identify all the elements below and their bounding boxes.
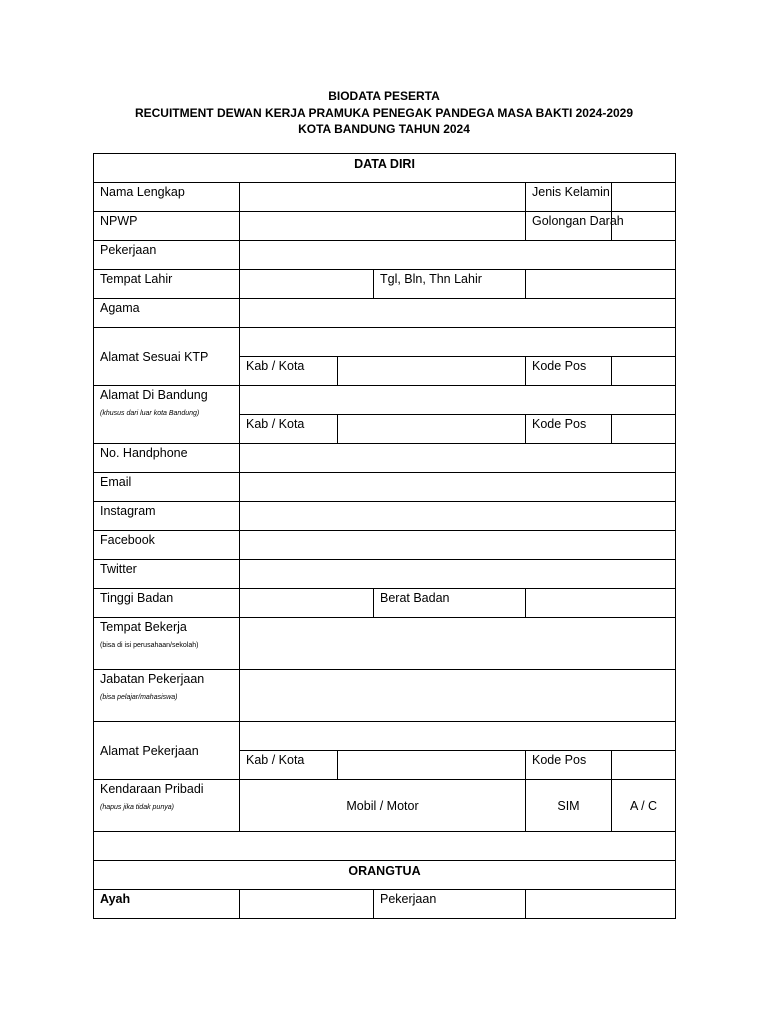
label-facebook: Facebook [94,531,240,560]
label-email: Email [94,473,240,502]
row-handphone [94,444,676,473]
field-tempat-lahir[interactable] [240,270,374,299]
label-kendaraan-pribadi: Kendaraan Pribadi [100,782,204,796]
empty-row [94,832,676,861]
field-pekerjaan-ayah[interactable] [526,890,676,919]
label-twitter: Twitter [94,560,240,589]
label-kode-pos-pekerjaan: Kode Pos [526,751,612,780]
row-tempat-bekerja [94,618,676,670]
label-alamat-ktp: Alamat Sesuai KTP [94,328,240,386]
row-npwp [94,212,676,241]
label-kab-kota-bandung: Kab / Kota [240,415,338,444]
field-agama[interactable] [240,299,676,328]
field-tgl-lahir[interactable] [526,270,676,299]
row-alamat-ktp [94,328,676,357]
field-kode-pos-bandung[interactable] [612,415,676,444]
label-instagram: Instagram [94,502,240,531]
header-title: BIODATA PESERTA [328,89,440,103]
label-golongan-darah: Golongan Darah [526,212,612,241]
note-alamat-bandung: (khusus dari luar kota Bandung) [100,410,200,417]
label-tempat-lahir: Tempat Lahir [94,270,240,299]
field-twitter[interactable] [240,560,676,589]
field-kab-kota-ktp[interactable] [338,357,526,386]
field-kode-pos-ktp[interactable] [612,357,676,386]
field-kab-kota-bandung[interactable] [338,415,526,444]
section-orangtua: ORANGTUA [94,861,676,890]
label-jabatan-pekerjaan: Jabatan Pekerjaan [100,672,205,686]
label-npwp: NPWP [94,212,240,241]
row-ayah [94,890,676,919]
label-tempat-bekerja-cell [94,618,240,670]
row-kendaraan-pribadi [94,780,676,832]
field-pekerjaan[interactable] [240,241,676,270]
row-nama-lengkap [94,183,676,212]
label-tgl-lahir: Tgl, Bln, Thn Lahir [374,270,526,299]
label-nama-lengkap: Nama Lengkap [94,183,240,212]
biodata-form-table [93,153,676,919]
field-jenis-kelamin[interactable] [612,183,676,212]
label-kendaraan-pribadi-cell [94,780,240,832]
label-agama: Agama [94,299,240,328]
label-pekerjaan: Pekerjaan [94,241,240,270]
row-instagram [94,502,676,531]
label-alamat-bandung: Alamat Di Bandung [100,388,208,402]
row-agama [94,299,676,328]
label-jenis-kelamin: Jenis Kelamin [526,183,612,212]
field-jabatan-pekerjaan[interactable] [240,670,676,722]
document-header [0,88,768,138]
header-city-year: KOTA BANDUNG TAHUN 2024 [298,122,470,136]
row-alamat-bandung [94,386,676,415]
field-alamat-pekerjaan[interactable] [240,722,676,751]
note-tempat-bekerja: (bisa di isi perusahaan/sekolah) [100,642,199,649]
row-jabatan-pekerjaan [94,670,676,722]
label-tinggi-badan: Tinggi Badan [94,589,240,618]
note-jabatan-pekerjaan: (bisa pelajar/mahasiswa) [100,694,178,701]
field-npwp[interactable] [240,212,526,241]
row-alamat-pekerjaan [94,722,676,751]
option-sim-type[interactable]: A / C [612,780,676,832]
field-tempat-bekerja[interactable] [240,618,676,670]
note-kendaraan: (hapus jika tidak punya) [100,804,174,811]
option-mobil-motor[interactable]: Mobil / Motor [240,780,526,832]
label-handphone: No. Handphone [94,444,240,473]
field-kab-kota-pekerjaan[interactable] [338,751,526,780]
label-kab-kota-ktp: Kab / Kota [240,357,338,386]
row-pekerjaan [94,241,676,270]
section-row [94,154,676,183]
label-tempat-bekerja: Tempat Bekerja [100,620,187,634]
label-alamat-bandung-cell [94,386,240,444]
row-empty-spacer [94,832,676,861]
label-sim: SIM [526,780,612,832]
label-jabatan-pekerjaan-cell [94,670,240,722]
field-email[interactable] [240,473,676,502]
label-berat-badan: Berat Badan [374,589,526,618]
label-alamat-pekerjaan: Alamat Pekerjaan [94,722,240,780]
label-ayah: Ayah [94,890,240,919]
row-email [94,473,676,502]
label-kode-pos-ktp: Kode Pos [526,357,612,386]
field-alamat-ktp[interactable] [240,328,676,357]
label-kab-kota-pekerjaan: Kab / Kota [240,751,338,780]
field-kode-pos-pekerjaan[interactable] [612,751,676,780]
row-tinggi-badan [94,589,676,618]
row-twitter [94,560,676,589]
field-instagram[interactable] [240,502,676,531]
field-facebook[interactable] [240,531,676,560]
label-kode-pos-bandung: Kode Pos [526,415,612,444]
field-ayah[interactable] [240,890,374,919]
field-berat-badan[interactable] [526,589,676,618]
header-subtitle: RECUITMENT DEWAN KERJA PRAMUKA PENEGAK PANDEGA MASA BAKTI 2024-2029 [134,105,634,120]
field-handphone[interactable] [240,444,676,473]
label-pekerjaan-ayah: Pekerjaan [374,890,526,919]
row-facebook [94,531,676,560]
section-row [94,861,676,890]
row-tempat-lahir [94,270,676,299]
field-tinggi-badan[interactable] [240,589,374,618]
section-data-diri: DATA DIRI [94,154,676,183]
field-alamat-bandung[interactable] [240,386,676,415]
field-nama-lengkap[interactable] [240,183,526,212]
